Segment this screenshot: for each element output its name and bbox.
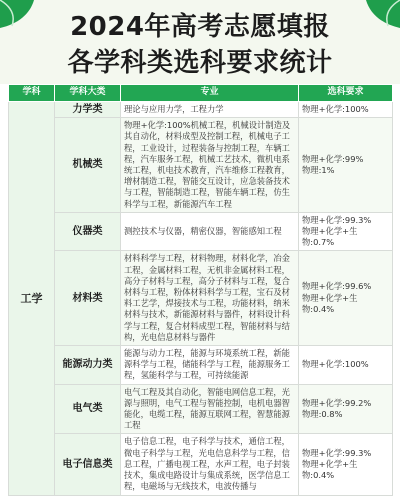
requirement-cell: 物理+化学:99.2% 物理:0.8%	[299, 384, 393, 434]
column-header-major: 专业	[121, 85, 299, 102]
majors-cell: 材料科学与工程，材料物理，材料化学，冶金工程，金属材料工程，无机非金属材料工程，高分子材料与工程，高分子材料与工程，复合材料与工程，粉体材料科学与工程，宝石及材料工艺学，焊接技术与工程，功能材料，纳米材料与技术，新能源材料与器件，材料设计科学与工程，复合材料成型工程，智能材料与结构，光电信息材料与器件	[121, 251, 299, 346]
table-row	[9, 251, 393, 346]
requirement-cell: 物理+化学:99% 物理:1%	[299, 118, 393, 213]
table-row	[9, 212, 393, 251]
table-row	[9, 434, 393, 495]
table-row	[9, 118, 393, 213]
category-cell: 机械类	[55, 118, 121, 213]
category-cell: 仪器类	[55, 212, 121, 251]
table-row	[9, 102, 393, 118]
table-row	[9, 346, 393, 385]
category-cell: 材料类	[55, 251, 121, 346]
column-header-category: 学科大类	[55, 85, 121, 102]
majors-cell: 电子信息工程，电子科学与技术，通信工程，微电子科学与工程，光电信息科学与工程，信息工程，广播电视工程，水声工程，电子封装技术，集成电路设计与集成系统，医学信息工程，电磁场与无线技术，电波传播与	[121, 434, 299, 495]
category-cell: 能源动力类	[55, 346, 121, 385]
requirement-cell: 物理+化学:99.3% 物理+化学+生物:0.4%	[299, 434, 393, 495]
column-header-requirement: 选科要求	[299, 85, 393, 102]
subject-cell: 工学	[9, 102, 55, 496]
requirements-table	[8, 84, 393, 496]
column-header-subject: 学科	[9, 85, 55, 102]
requirement-cell: 物理+化学:100%	[299, 346, 393, 385]
majors-cell: 物理+化学:100%机械工程，机械设计制造及其自动化，材料成型及控制工程，机械电子工程，工业设计，过程装备与控制工程，车辆工程，汽车服务工程，机械工艺技术，微机电系统工程，机电技术教育，汽车维修工程教育，增材制造工程，智能交互设计，应急装备技术与工程，智能制造工程，智能车辆工程，仿生科学与工程，新能源汽车工程	[121, 118, 299, 213]
requirement-cell: 物理+化学:100%	[299, 102, 393, 118]
category-cell: 电子信息类	[55, 434, 121, 495]
majors-cell: 测控技术与仪器，精密仪器，智能感知工程	[121, 212, 299, 251]
table-row	[9, 384, 393, 434]
category-cell: 力学类	[55, 102, 121, 118]
requirement-cell: 物理+化学:99.6% 物理+化学+生物:0.4%	[299, 251, 393, 346]
page-header	[0, 0, 400, 84]
majors-cell: 能源与动力工程，能源与环境系统工程，新能源科学与工程，储能科学与工程，能源服务工程，氢能科学与工程，可持续能源	[121, 346, 299, 385]
page-title: 2024年高考志愿填报	[70, 12, 330, 42]
page-subtitle: 各学科类选科要求统计	[67, 48, 333, 78]
requirement-cell: 物理+化学:99.3% 物理+化学+生物:0.7%	[299, 212, 393, 251]
majors-cell: 电气工程及其自动化，智能电网信息工程，光源与照明，电气工程与智能控制，电机电器智能化，电缆工程，能源互联网工程，智慧能源工程	[121, 384, 299, 434]
majors-cell: 理论与应用力学，工程力学	[121, 102, 299, 118]
category-cell: 电气类	[55, 384, 121, 434]
table-header-row	[9, 85, 393, 102]
